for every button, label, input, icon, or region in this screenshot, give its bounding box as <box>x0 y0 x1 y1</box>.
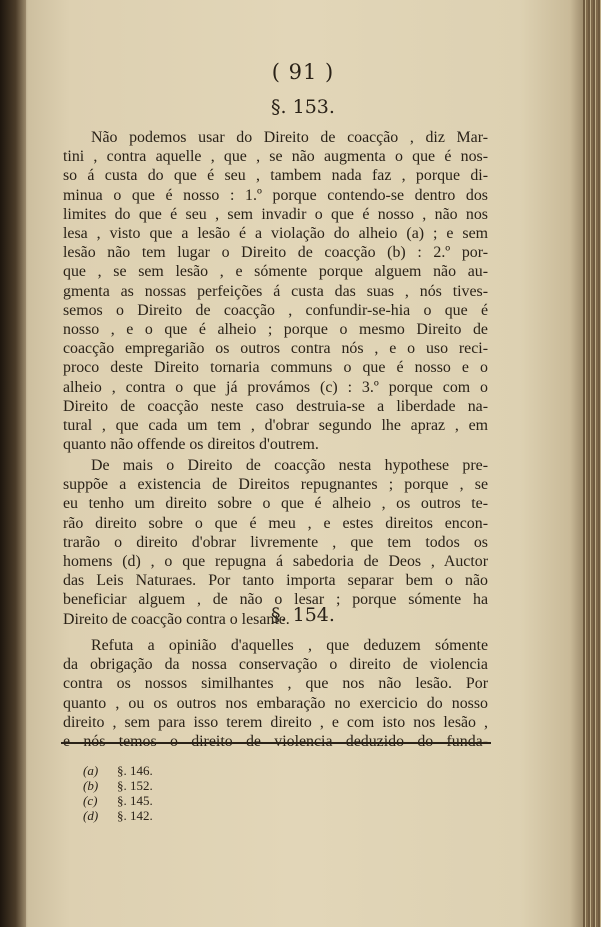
text-line: Direito de coacção contra o lesante. <box>63 610 290 628</box>
text-line: trarão o direito d'obrar livremente , que tem todos os <box>63 533 488 551</box>
text-line: minua o que é nosso : 1.º porque contendo-se dentro dos <box>63 186 488 204</box>
footnote-mark: (c) <box>83 793 98 808</box>
text-line: quanto não offende os direitos d'outrem. <box>63 436 319 454</box>
text-line: De mais o Direito de coacção nesta hypothese pre- <box>91 457 488 474</box>
footnote-item <box>83 808 153 823</box>
footnote-item <box>83 763 153 778</box>
binding-gutter <box>0 0 26 927</box>
section-title-154: §. 154. <box>271 604 335 626</box>
text-line: beneficiar alguem , de não o lesar ; porque sómente ha <box>63 591 488 609</box>
text-line: tini , contra aquelle , que , se não augmenta o que é nos- <box>63 148 488 166</box>
footnote-mark: (a) <box>83 763 99 778</box>
footnote-divider <box>61 742 491 744</box>
footnote-ref: §. 142. <box>117 808 153 823</box>
text-line: proco deste Direito tornaria communs o que é nosso e o <box>63 359 488 377</box>
footnote-item <box>83 778 153 793</box>
text-line: lesa , visto que a lesão é a violação do alheio (a) ; e sem <box>63 225 488 243</box>
footnote-mark: (d) <box>83 808 99 823</box>
text-line: rão direito sobre o que é meu , e estes direitos encon- <box>63 514 488 532</box>
text-line: homens (d) , o que repugna á sabedoria de Deos , Auctor <box>63 553 488 571</box>
text-line: so á custa do que é seu , tambem nada faz , porque di- <box>63 167 488 185</box>
section-154-paragraph-1 <box>63 636 488 751</box>
text-line: contra os nossos similhantes , que nos não lesão. Por <box>63 675 488 693</box>
footnote-item <box>83 793 153 808</box>
text-line: semos o Direito de coacção , confundir-se-hia o que é <box>63 301 488 319</box>
text-line: quanto , ou os outros nos embaração no exercicio do nosso <box>63 694 488 712</box>
text-line: suppõe a existencia de Direitos repugnantes ; porque , se <box>63 476 488 494</box>
text-line: gmenta as nossas perfeições á custa das suas , nós tives- <box>63 282 488 300</box>
footnote-ref: §. 152. <box>117 778 153 793</box>
section-153-paragraph-1 <box>63 128 488 454</box>
text-line: lesão não tem lugar o Direito de coacção (b) : 2.º por- <box>63 244 488 262</box>
footnotes <box>83 763 153 823</box>
footnote-ref: §. 146. <box>117 763 153 778</box>
section-153-paragraph-2 <box>63 456 488 629</box>
footnote-ref: §. 145. <box>117 793 153 808</box>
text-line: Direito de coacção neste caso destruia-se a liberdade na- <box>63 397 488 415</box>
text-line: que , se sem lesão , e sómente porque alguem não au- <box>63 263 488 281</box>
text-line: direito , sem para isso terem direito , e com isto nos lesão , <box>63 713 488 731</box>
text-line: da obrigação da nossa conservação o direito de violencia <box>63 656 488 674</box>
text-line: tural , que cada um tem , d'obrar segundo lhe apraz , em <box>63 417 488 435</box>
text-line: nosso , e o que é alheio ; porque o mesmo Direito de <box>63 321 488 339</box>
text-line: Refuta a opinião d'aquelles , que deduzem sómente <box>91 637 488 654</box>
section-title-153: §. 153. <box>271 96 335 118</box>
text-line: alheio , contra o que já provámos (c) : 3.º porque com o <box>63 378 488 396</box>
text-line: coacção empregarião os outros contra nós , e o uso reci- <box>63 340 488 358</box>
text-line: eu tenho um direito sobre o que é alheio , os outros te- <box>63 495 488 513</box>
page-number: ( 91 ) <box>271 60 335 84</box>
page-body <box>28 0 578 927</box>
text-line: das Leis Naturaes. Por tanto importa separar bem o não <box>63 572 488 590</box>
text-line: Não podemos usar do Direito de coacção , diz Mar- <box>91 129 488 146</box>
footnote-mark: (b) <box>83 778 99 793</box>
text-line: limites do que é seu , sem invadir o que é nosso , não nos <box>63 205 488 223</box>
page-edges <box>583 0 601 927</box>
